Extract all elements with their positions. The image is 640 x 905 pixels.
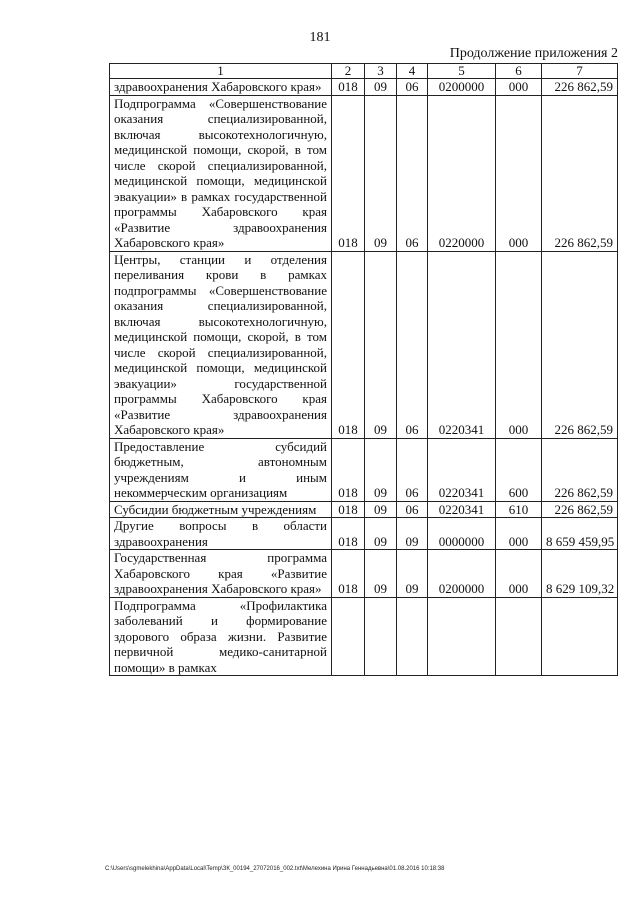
row-subsection-code: 06	[397, 95, 428, 251]
row-target-code: 0220341	[428, 251, 496, 438]
row-name: Другие вопросы в области здравоохранения	[110, 518, 332, 550]
row-subsection-code: 09	[397, 550, 428, 598]
row-expense-type: 000	[496, 550, 542, 598]
row-name: Субсидии бюджетным учреждениям	[110, 501, 332, 518]
row-amount: 226 862,59	[542, 251, 618, 438]
row-section-code: 09	[365, 550, 397, 598]
row-expense-type: 610	[496, 501, 542, 518]
table-row	[110, 438, 618, 501]
row-name: здравоохранения Хабаровского края»	[110, 79, 332, 96]
row-expense-type: 000	[496, 95, 542, 251]
column-header: 6	[496, 64, 542, 79]
row-expense-type: 600	[496, 438, 542, 501]
row-target-code: 0220341	[428, 501, 496, 518]
row-ministry-code: 018	[332, 438, 365, 501]
row-amount: 8 659 459,95	[542, 518, 618, 550]
column-header: 3	[365, 64, 397, 79]
column-header: 5	[428, 64, 496, 79]
row-subsection-code: 06	[397, 501, 428, 518]
row-ministry-code: 018	[332, 518, 365, 550]
row-section-code	[365, 597, 397, 676]
table-row	[110, 79, 618, 96]
row-ministry-code: 018	[332, 79, 365, 96]
row-expense-type: 000	[496, 251, 542, 438]
table-row	[110, 518, 618, 550]
row-amount: 226 862,59	[542, 501, 618, 518]
row-section-code: 09	[365, 501, 397, 518]
budget-table	[109, 63, 618, 676]
row-ministry-code: 018	[332, 95, 365, 251]
row-name: Подпрограмма «Совершенствование оказания специализированной, включая высокотехнологичную, медицинской помощи, скорой, в том числе скорой специализированной, медицинской помощи, медицинской эвакуации» в рамках государственной программы Хабаровского края «Развитие здравоохранения Хабаровского края»	[110, 95, 332, 251]
row-subsection-code: 09	[397, 518, 428, 550]
row-name: Предоставление субсидий бюджетным, автономным учреждениям и иным некоммерческим организациям	[110, 438, 332, 501]
table-row	[110, 95, 618, 251]
row-section-code: 09	[365, 251, 397, 438]
page-number: 181	[309, 30, 331, 45]
row-ministry-code: 018	[332, 251, 365, 438]
footer-file-path: C:\Users\sgmelekhina\AppData\Local\Temp\ЗК_00194_27072016_002.txt\Мелехина Ирина Геннадьевна\01.08.2016 10:18:38	[105, 866, 445, 872]
row-section-code: 09	[365, 79, 397, 96]
row-name: Подпрограмма «Профилактика заболеваний и формирование здорового образа жизни. Развитие первичной медико-санитарной помощи» в рамках	[110, 597, 332, 676]
column-header: 7	[542, 64, 618, 79]
row-section-code: 09	[365, 95, 397, 251]
row-subsection-code	[397, 597, 428, 676]
row-name: Государственная программа Хабаровского края «Развитие здравоохранения Хабаровского края»	[110, 550, 332, 598]
row-target-code: 0220000	[428, 95, 496, 251]
table-row	[110, 550, 618, 598]
row-ministry-code: 018	[332, 501, 365, 518]
table-row	[110, 251, 618, 438]
row-expense-type: 000	[496, 518, 542, 550]
row-target-code: 0200000	[428, 550, 496, 598]
table-header-row	[110, 64, 618, 79]
column-header: 2	[332, 64, 365, 79]
row-subsection-code: 06	[397, 438, 428, 501]
row-name: Центры, станции и отделения переливания крови в рамках подпрограммы «Совершенствование оказания специализированной, включая высокотехнологичную, медицинской помощи, скорой, в том числе скорой специализированной, медицинской помощи, медицинской эвакуации» государственной программы Хабаровского края «Развитие здравоохранения Хабаровского края»	[110, 251, 332, 438]
row-expense-type: 000	[496, 79, 542, 96]
row-target-code: 0000000	[428, 518, 496, 550]
row-amount: 8 629 109,32	[542, 550, 618, 598]
continuation-label: Продолжение приложения 2	[449, 46, 618, 61]
row-section-code: 09	[365, 438, 397, 501]
table-row	[110, 597, 618, 676]
row-amount: 226 862,59	[542, 438, 618, 501]
row-subsection-code: 06	[397, 251, 428, 438]
row-ministry-code	[332, 597, 365, 676]
row-amount: 226 862,59	[542, 79, 618, 96]
row-amount	[542, 597, 618, 676]
row-target-code: 0220341	[428, 438, 496, 501]
row-ministry-code: 018	[332, 550, 365, 598]
row-target-code: 0200000	[428, 79, 496, 96]
row-amount: 226 862,59	[542, 95, 618, 251]
column-header: 4	[397, 64, 428, 79]
row-subsection-code: 06	[397, 79, 428, 96]
table-row	[110, 501, 618, 518]
row-target-code	[428, 597, 496, 676]
row-expense-type	[496, 597, 542, 676]
column-header: 1	[110, 64, 332, 79]
row-section-code: 09	[365, 518, 397, 550]
